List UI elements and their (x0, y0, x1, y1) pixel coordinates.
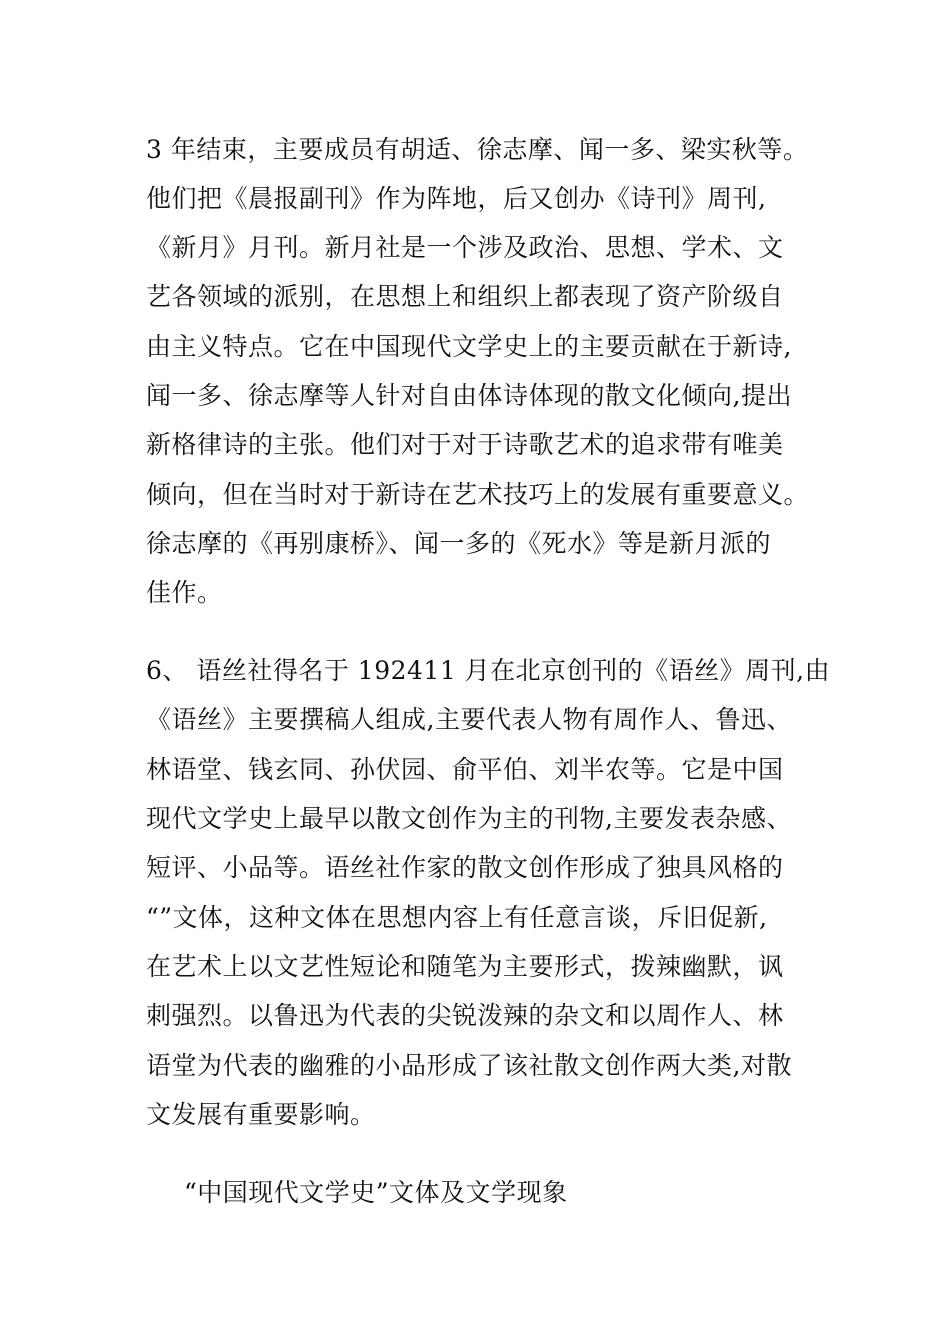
paragraph-1-line-6: 闻一多、徐志摩等人针对自由体诗体现的散文化倾向,提出 (146, 381, 792, 410)
paragraph-2-line-8: 刺强烈。以鲁迅为代表的尖锐泼辣的杂文和以周作人、林 (146, 1001, 784, 1030)
paragraph-1-line-2: 他们把《晨报副刊》作为阵地，后又创办《诗刊》周刊, (146, 184, 767, 213)
paragraph-2-line-10: 文发展有重要影响。 (146, 1100, 376, 1129)
paragraph-1-line-5: 由主义特点。它在中国现代文学史上的主要贡献在于新诗, (146, 332, 792, 361)
paragraph-2-line-1: 6、 语丝社得名于 192411 月在北京创刊的《语丝》周刊,由 (146, 656, 831, 685)
section-heading: “中国现代文学史”文体及文学现象 (184, 1178, 568, 1207)
paragraph-2-line-5: 短评、小品等。语丝社作家的散文创作形成了独具风格的 (146, 853, 784, 882)
paragraph-1-line-10: 佳作。 (146, 578, 223, 607)
paragraph-1-line-7: 新格律诗的主张。他们对于对于诗歌艺术的追求带有唯美 (146, 430, 784, 459)
paragraph-1-line-4: 艺各领域的派别，在思想上和组织上都表现了资产阶级自 (146, 282, 784, 311)
paragraph-1-line-8: 倾向，但在当时对于新诗在艺术技巧上的发展有重要意义。 (146, 480, 810, 509)
paragraph-2-line-2: 《语丝》主要撰稿人组成,主要代表人物有周作人、鲁迅、 (146, 705, 792, 734)
paragraph-1-line-1: 3 年结束，主要成员有胡适、徐志摩、闻一多、梁实秋等。 (146, 135, 809, 164)
paragraph-2-line-4: 现代文学史上最早以散文创作为主的刊物,主要发表杂感、 (146, 804, 792, 833)
paragraph-2-line-9: 语堂为代表的幽雅的小品形成了该社散文创作两大类,对散 (146, 1051, 792, 1080)
paragraph-1-line-9: 徐志摩的《再别康桥》、闻一多的《死水》等是新月派的 (146, 529, 772, 558)
paragraph-1-line-3: 《新月》月刊。新月社是一个涉及政治、思想、学术、文 (146, 233, 784, 262)
paragraph-2-line-6: “”文体，这种文体在思想内容上有任意言谈，斥旧促新, (146, 903, 768, 932)
paragraph-2-line-7: 在艺术上以文艺性短论和随笔为主要形式，拨辣幽默，讽 (146, 952, 784, 981)
paragraph-2-line-3: 林语堂、钱玄同、孙伏园、俞平伯、刘半农等。它是中国 (146, 755, 784, 784)
